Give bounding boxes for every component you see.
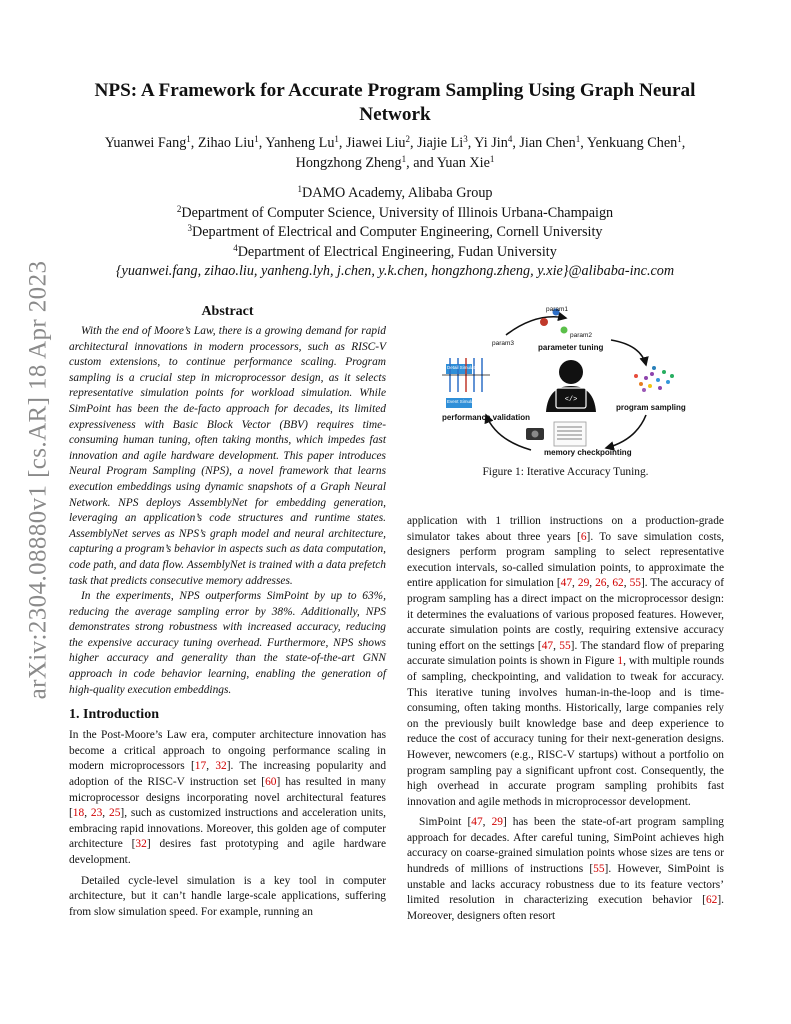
label-event-simulator: Event Simulator [447,399,479,404]
citation-link[interactable]: 23 [90,807,103,820]
citation-link[interactable]: 47 [471,816,483,829]
param-dot-red [540,318,548,326]
affiliation-line [60,184,730,204]
author-affiliation-mark: 3 [463,134,468,144]
author-name: Zihao Liu [197,135,255,151]
abstract-paragraph-1: With the end of Moore’s Law, there is a growing demand for rapid architectural innovations in modern processors, such as RISC-V custom extensions, to continue performance scaling. Program sampling is a crucial step in microprocessor design, as it selects representative simulation points for workload simulation. While SimPoint has been the de-facto approach for decades, its limited expressiveness with Basic Block Vector (BBV) requires time-consuming human tuning, often taking months, which impedes fast innovation and agile hardware development. This paper introduces Neural Program Sampling (NPS), a novel framework that learns execution embeddings using dynamic snapshots of a Graph Neural Network. NPS deploys AssemblyNet for embedding generation, leveraging an application’s code structures and runtime states. AssemblyNet serves as NPS’s graph model and neural architecture, capturing a program’s behavior in aspects such as data computation, code path, and data flow. AssemblyNet is trained with a data prefetch task that predicts consecutive memory addresses. [69,325,386,587]
affiliation-line [60,204,730,224]
affiliation-text: DAMO Academy, Alibaba Group [301,185,493,201]
author-affiliation-mark: 1 [186,134,191,144]
citation-link[interactable]: 1 [617,655,624,668]
affiliation-line [60,223,730,243]
author-name: Hongzhong Zheng [295,155,402,171]
label-performance-validation: performance validation [442,413,531,422]
citation-link[interactable]: 55 [629,577,641,590]
author-name: Yuan Xie [436,155,490,171]
arrow-top-left [506,317,566,335]
citation-link[interactable]: 62 [612,577,624,590]
abstract-section [69,304,386,698]
label-param1: param1 [546,306,569,313]
affiliations [60,184,730,282]
affiliation-text: Department of Electrical and Computer Engineering, Cornell University [191,224,603,240]
section-heading-introduction: 1. Introduction [69,707,159,723]
affiliation-mark: 2 [176,203,182,214]
right-paragraph-2: SimPoint [47, 29] has been the state-of-art program sampling approach for decades. After careful tuning, SimPoint achieves high accuracy on coarse-grained simulation points whose sizes are tens or hundreds of millions of instructions [55]. However, SimPoint is unstable and lacks accuracy robustness due to its feature vectors’ limited resolution in characterizing execution behavior [62]. Moreover, designers often resort [407,816,724,922]
author-name: Yuanwei Fang [104,135,187,151]
paper-title: NPS: A Framework for Accurate Program Sampling Using Graph Neural Network [94,80,696,125]
engineer-icon [546,360,596,412]
citation-link[interactable]: 6 [580,530,587,543]
label-detail-simulator: Detail Simulator [447,365,479,370]
author-name: Jiajie Li [417,135,464,151]
checkpoint-camera-icon [526,422,586,446]
citation-link[interactable]: 62 [705,894,718,907]
sampling-scatter-icon [634,366,674,392]
citation-link[interactable]: 29 [491,816,503,829]
left-column [69,304,386,920]
author-name: Jiawei Liu [346,135,406,151]
citation-link[interactable]: 47 [560,577,573,590]
label-parameter-tuning: parameter tuning [538,343,604,352]
citation-link[interactable]: 32 [135,838,147,851]
affiliation-line [60,243,730,263]
author-affiliation-mark: 1 [334,134,339,144]
citation-link[interactable]: 26 [595,577,607,590]
citation-link[interactable]: 60 [265,776,277,789]
citation-link[interactable]: 18 [72,807,85,820]
affiliation-mark: 1 [297,184,302,194]
author-affiliation-mark: 1 [575,134,581,144]
citation-link[interactable]: 17 [194,760,207,773]
intro-paragraph-2: Detailed cycle-level simulation is a key tool in computer architecture, but it can’t handle large-scale applications, suffering from slow simulation speed. For example, running an [69,874,386,918]
citation-link[interactable]: 55 [593,863,605,876]
label-param2: param2 [570,332,593,339]
citation-link[interactable]: 29 [577,577,590,590]
svg-text:</>: </> [564,396,578,404]
author-name: Jian Chen [519,135,576,151]
citation-link[interactable]: 25 [109,807,121,820]
param-dot-green [561,327,568,334]
abstract-heading: Abstract [201,304,254,319]
author-name: Yi Jin [474,135,508,151]
abstract-paragraph-2: In the experiments, NPS outperforms SimPoint by up to 63%, reducing the average sampling error by 38%. Additionally, NPS demonstrates strong robustness with increased accuracy, reducing the expensive accuracy tuning overhead. Furthermore, NPS shows higher accuracy and generality than the state-of-the-art GNN approach in code behavior learning, enabling the generation of high-quality execution embeddings. [69,590,386,696]
figure-diagram [436,300,706,460]
author-list [60,133,730,173]
arrow-bottom-right [606,415,646,448]
intro-paragraph-1: In the Post-Moore’s Law era, computer architecture innovation has become a critical approach to ongoing performance scaling in modern microprocessors [17, 32]. The increasing popularity and adoption of the RISC-V instruction set [60] has resulted in many microprocessor designs incorporating novel architectural features [18, 23, 25], such as customized instructions and acceleration units, embracing rapid innovations. Moreover, this golden age of computer architecture [32] desires fast prototyping and agile hardware development. [69,729,387,866]
arxiv-identifier [18,260,58,700]
author-name: Yanheng Lu [265,135,335,151]
figure-caption: Figure 1: Iterative Accuracy Tuning. [482,466,649,478]
affiliation-mark: 4 [233,242,238,253]
affiliation-list [60,184,730,262]
author-affiliation-mark: 4 [507,134,513,144]
affiliation-text: Department of Computer Science, University of Illinois Urbana-Champaign [181,204,614,221]
label-param3: param3 [492,340,515,347]
author-affiliation-mark: 1 [254,134,259,144]
author-line-1: Yuanwei Fang$^1$, Zihao Liu$^1$, Yanheng Lu$^1$, Jiawei Liu$^2$, Jiajie Li$^3$, Yi Jin$^4$, Jian Chen$^1$, Yenkuang Chen$^1$, [104,134,686,151]
citation-link[interactable]: 55 [559,639,571,652]
citation-link[interactable]: 32 [215,760,227,773]
label-memory-checkpointing: memory checkpointing [544,448,632,457]
author-affiliation-mark: 2 [405,134,411,144]
citation-link[interactable]: 47 [541,639,554,652]
affiliation-mark: 3 [187,223,192,233]
author-affiliation-mark: 1 [401,154,407,164]
right-paragraph-1: application with 1 trillion instructions on a production-grade simulator takes about three years [6]. To save simulation costs, designers perform program sampling to select representative execution intervals, so-called simulation points, to approximate the entire application for simulation [47, 29, 26, 62, 55]. The accuracy of program sampling has a direct impact on the microprocessor design: it determines the evaluations of various proposed features. However, accurate simulation points are costly, requiring extensive accuracy tuning effort on the settings [47, 55]. The standard flow of preparing accurate simulation points is shown in Figure 1, with multiple rounds of sampling, checkpointing, and validation to tweak for accuracy. This iterative tuning involves human-in-the-loop and is time-consuming, often taking months. Historically, large companies rely on the previously built knowledge base and deep experience to reduce the cost of accuracy tuning for their next-generation designs. However, newcomers (e.g., RISC-V startups) without a portfolio on program sampling pay a significant upfront cost. Consequently, the high overhead in accurate program sampling prohibits fast innovation and agile methods in microprocessor development. [407,515,725,808]
author-affiliation-mark: 1 [489,154,495,164]
figure-iterative-accuracy-tuning [436,300,706,460]
introduction-body [69,728,386,920]
label-program-sampling: program sampling [616,403,686,412]
affiliation-text: Department of Electrical Engineering, Fudan University [237,243,557,260]
author-name: Yenkuang Chen [586,135,678,151]
author-line-2: Hongzhong Zheng$^1$, and Yuan Xie$^1$ [295,154,495,171]
author-affiliation-mark: 1 [677,134,682,144]
arrow-top-right [611,340,646,365]
right-column [407,514,724,924]
email-line: {yuanwei.fang, zihao.liu, yanheng.lyh, j.chen, y.k.chen, hongzhong.zheng, y.xie}@alibaba-inc.com [115,263,675,279]
arxiv-id-text: arXiv:2304.08880v1 [cs.AR] 18 Apr 2023 [24,260,51,700]
